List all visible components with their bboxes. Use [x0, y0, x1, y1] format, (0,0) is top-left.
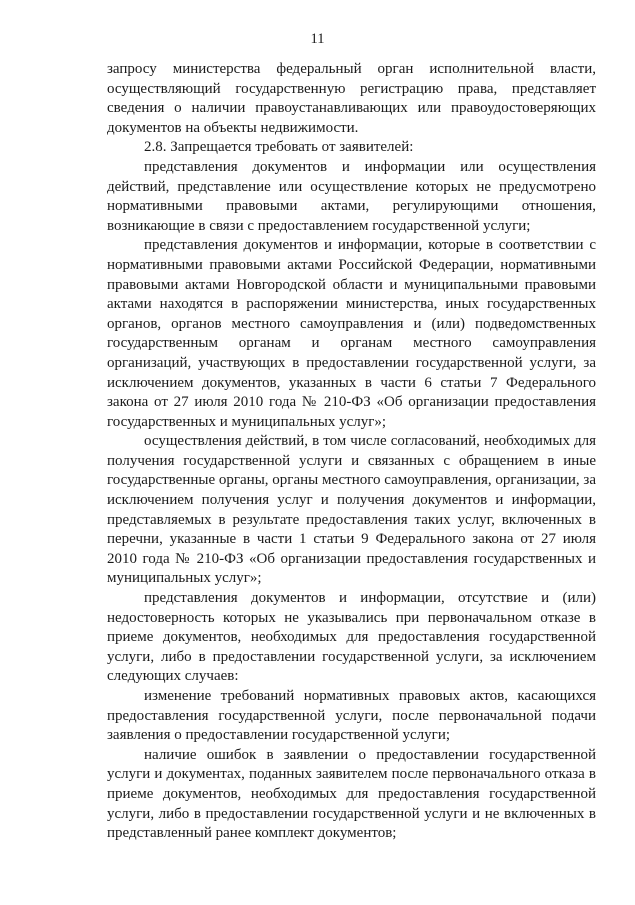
document-body — [107, 60, 596, 844]
paragraph-item: осуществления действий, в том числе согласований, необходимых для получения государственной услуги и связанных с обращением в иные государственные органы, органы местного самоуправления, организации, за исключением получения услуг и получения документов и информации, представляемых в результате предоставления таких услуг, включенных в перечни, указанные в части 1 статьи 9 Федерального закона от 27 июля 2010 года № 210-ФЗ «Об организации предоставления государственных и муниципальных услуг»; — [107, 433, 596, 587]
paragraph-item: представления документов и информации или осуществления действий, представление или осуществление которых не предусмотрено нормативными правовыми актами, регулирующими отношения, возникающие в связи с предоставлением государственной услуги; — [107, 158, 596, 234]
section-2-8-heading: 2.8. Запрещается требовать от заявителей: — [144, 139, 414, 156]
paragraph-item: наличие ошибок в заявлении о предоставлении государственной услуги и документах, поданных заявителем после первоначального отказа в приеме документов, необходимых для предоставления государственной услуги, либо в предоставлении государственной услуги и не включенных в представленный ранее комплект документов; — [107, 746, 596, 842]
paragraph-item: представления документов и информации, отсутствие и (или) недостоверность которых не указывались при первоначальном отказе в приеме документов, необходимых для предоставления государственной услуги, либо в предоставлении государственной услуги, за исключением следующих случаев: — [107, 590, 596, 685]
paragraph-item: представления документов и информации, которые в соответствии с нормативными правовыми актами Российской Федерации, нормативными правовыми актами Новгородской области и муниципальными правовыми актами находятся в распоряжении министерства, иных государственных органов, органов местного самоуправления и (или) подведомственных государственным органам и органам местного самоуправления организаций, участвующих в предоставлении государственной услуги, за исключением документов, указанных в части 6 статьи 7 Федерального закона от 27 июля 2010 года № 210-ФЗ «Об организации предоставления государственных и муниципальных услуг»; — [107, 237, 596, 430]
page-number: 11 — [310, 31, 325, 47]
paragraph-item: изменение требований нормативных правовых актов, касающихся предоставления государственной услуги, после первоначальной подачи заявления о предоставлении государственной услуги; — [107, 688, 596, 744]
paragraph-continuation: запросу министерства федеральный орган исполнительной власти, осуществляющий государственную регистрацию права, представляет сведения о наличии правоустанавливающих или правоудостоверяющих документов на объекты недвижимости. — [107, 61, 596, 136]
